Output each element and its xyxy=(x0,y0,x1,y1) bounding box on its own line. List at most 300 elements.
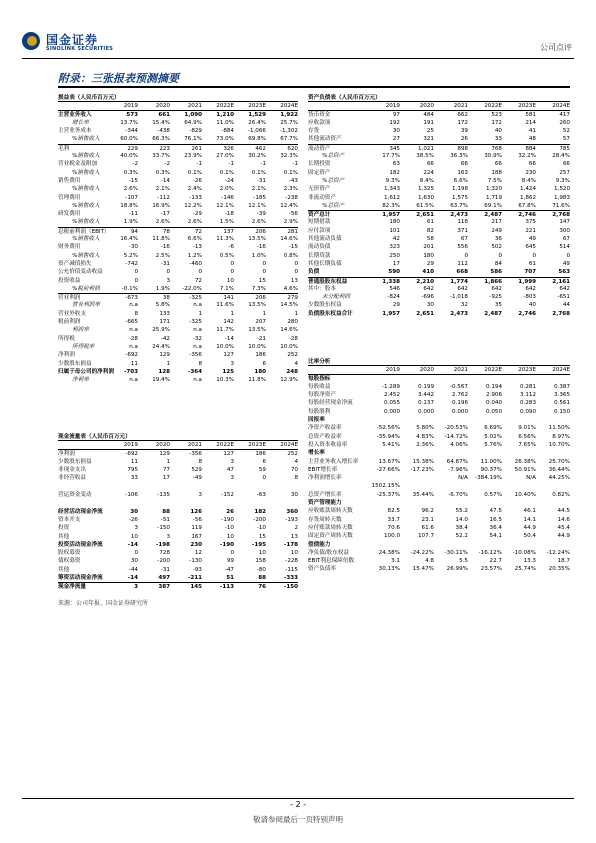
cell-value: 0.1% xyxy=(219,169,234,176)
row-label: 净资产收益率 xyxy=(308,425,342,432)
footer-divider xyxy=(22,798,574,799)
table-row xyxy=(58,235,298,243)
row-label: 经营活动现金净流 xyxy=(58,508,103,515)
cell-value: -1 xyxy=(196,161,202,168)
cell-value: 96.2 xyxy=(421,508,434,515)
cell-value: 67 xyxy=(562,236,570,243)
cell-value: -2 xyxy=(164,161,170,168)
cell-value: 1,866 xyxy=(484,278,502,285)
cell-value: 6.56% xyxy=(518,433,536,440)
cell-value: 29 xyxy=(392,302,400,309)
cell-value: 72 xyxy=(194,277,202,284)
cell-value: 0.8% xyxy=(283,252,298,259)
cell-value: 0 xyxy=(230,269,234,276)
row-label: 无形资产 xyxy=(308,186,331,193)
cell-value: -146 xyxy=(221,194,234,201)
cell-value: 387 xyxy=(158,584,170,591)
cell-value: 172 xyxy=(491,119,502,126)
cell-value: 71.6% xyxy=(552,202,570,209)
cell-value: 66 xyxy=(460,161,468,168)
cell-value: -14 xyxy=(127,541,138,548)
cell-value: 6.69% xyxy=(484,425,502,432)
cell-value: 72 xyxy=(194,228,202,235)
cell-value: 63.7% xyxy=(450,202,468,209)
cell-value xyxy=(400,449,434,457)
cell-value: 0 xyxy=(262,475,266,482)
cell-value: 0.57% xyxy=(484,491,502,498)
cell-value: -2 xyxy=(132,161,138,168)
cell-value: 7.5% xyxy=(487,177,502,184)
cell-value: 300 xyxy=(559,227,570,234)
row-label: 资本开支 xyxy=(58,516,81,523)
row-label: 长期投资 xyxy=(308,161,331,168)
cell-value xyxy=(468,499,502,507)
cell-value: 0.137 xyxy=(417,400,434,407)
cell-value: 25.7% xyxy=(280,119,298,126)
cell-value: 14.5% xyxy=(280,302,298,309)
cell-value: 7.1% xyxy=(219,285,234,292)
cell-value: 2.36% xyxy=(416,441,434,448)
cell-value: 50.4 xyxy=(523,533,536,540)
cell-value: 82 xyxy=(426,227,434,234)
cell-value: 1 xyxy=(166,458,170,465)
table-row xyxy=(58,243,298,251)
cell-value: 206 xyxy=(255,295,266,302)
row-label: 营业利润 xyxy=(58,295,81,302)
cell-value: -1.289 xyxy=(381,383,400,390)
cell-value: 66 xyxy=(562,161,570,168)
cell-value: 26 xyxy=(226,508,234,515)
row-label: 每股经营现金净流 xyxy=(308,400,353,407)
table-row xyxy=(58,466,298,474)
cell-value: 4.6% xyxy=(283,285,298,292)
table-row xyxy=(308,260,570,268)
cell-value: 11.6% xyxy=(216,302,234,309)
cell-value: 214 xyxy=(525,119,536,126)
cell-value: 145 xyxy=(190,584,202,591)
cell-value: 2,161 xyxy=(552,278,570,285)
cell-value: 229 xyxy=(127,145,138,152)
row-label: 投资活动现金净流 xyxy=(58,541,103,548)
cell-value: 8 xyxy=(198,458,202,465)
cell-value: 188 xyxy=(491,169,502,176)
cell-value xyxy=(234,483,266,491)
balance-sheet-table xyxy=(308,94,570,318)
row-label: 营运资金变动 xyxy=(58,492,92,499)
row-label: 营业利润率 xyxy=(72,302,100,309)
table-title-text: 资产负债表（人民币百万元） xyxy=(308,95,381,101)
cell-value xyxy=(138,499,170,507)
cell-value: 99 xyxy=(226,558,234,565)
cell-value: -17.23% xyxy=(410,466,434,473)
table-row xyxy=(308,194,570,202)
cell-value xyxy=(434,482,468,490)
table-row xyxy=(58,135,298,143)
cell-value: 4 xyxy=(294,458,298,465)
cell-value: 8 xyxy=(134,310,138,317)
cell-value: -56 xyxy=(288,211,298,218)
cell-value: 100.0 xyxy=(383,533,400,540)
cell-value: 84 xyxy=(494,260,502,267)
cell-value: 10 xyxy=(290,550,298,557)
cell-value: 67 xyxy=(460,236,468,243)
table-row xyxy=(308,277,570,285)
cell-value: 63 xyxy=(392,161,400,168)
table-row xyxy=(308,507,570,515)
cell-value: 1,957 xyxy=(382,310,400,317)
table-row xyxy=(308,252,570,260)
cell-value: 25.74% xyxy=(514,566,536,573)
row-label: 净利润 xyxy=(58,352,75,359)
table-row xyxy=(308,399,570,407)
cell-value: 785 xyxy=(559,145,570,152)
table-row xyxy=(58,268,298,276)
cell-value: -1,018 xyxy=(449,294,468,301)
cell-value: 13.5% xyxy=(248,327,266,334)
cell-value: 41 xyxy=(528,128,536,135)
cell-value: 280 xyxy=(287,319,298,326)
year-header-row xyxy=(58,102,298,110)
cell-value: 0.5% xyxy=(219,252,234,259)
cell-value: 2 xyxy=(294,525,298,532)
cell-value: 30 xyxy=(392,128,400,135)
cell-value: 0.3% xyxy=(155,169,170,176)
cell-value: 0 xyxy=(262,269,266,276)
cell-value: -106 xyxy=(125,492,138,499)
cell-value: 66 xyxy=(494,161,502,168)
cell-value: 129 xyxy=(159,352,170,359)
table-title-text: 损益表（人民币百万元） xyxy=(58,95,120,101)
row-label: 普通股股东权益 xyxy=(308,278,348,285)
cell-value: 11.7% xyxy=(216,327,234,334)
cell-value xyxy=(536,375,570,383)
table-row xyxy=(308,549,570,557)
cell-value: -44 xyxy=(128,566,138,573)
table-row xyxy=(308,491,570,499)
cell-value: 223 xyxy=(159,145,170,152)
cell-value: -26 xyxy=(192,177,202,184)
cell-value: -150 xyxy=(157,525,170,532)
table-row xyxy=(308,268,570,276)
cell-value: n.a xyxy=(193,302,202,309)
cell-value: 3 xyxy=(230,475,234,482)
cell-value: 9.01% xyxy=(518,425,536,432)
row-label: 负债 xyxy=(308,269,320,276)
cell-value: 0.1% xyxy=(251,169,266,176)
cell-value: 323 xyxy=(389,244,400,251)
row-label: 营业外收支 xyxy=(58,310,86,317)
cell-value: -31 xyxy=(256,177,266,184)
cell-value: 1,021 xyxy=(417,145,434,152)
cell-value: 11.0% xyxy=(216,119,234,126)
cell-value: 252 xyxy=(287,352,298,359)
row-label: 净利润增长率 xyxy=(308,475,342,482)
cell-value: 47 xyxy=(226,467,234,474)
table-row xyxy=(58,360,298,368)
cell-value: 52.2 xyxy=(455,533,468,540)
cell-value: 249 xyxy=(491,227,502,234)
cell-value: 112 xyxy=(457,260,468,267)
row-label: 资产减值损失 xyxy=(58,260,92,267)
cell-value: 58 xyxy=(426,236,434,243)
cell-value: -13 xyxy=(192,244,202,251)
cell-value: -39 xyxy=(256,211,266,218)
cell-value: -692 xyxy=(125,450,138,457)
cell-value: 1,999 xyxy=(518,278,536,285)
cell-value: 3.1 xyxy=(391,558,400,565)
cell-value: 38 xyxy=(162,295,170,302)
row-label: %销售收入 xyxy=(72,202,100,209)
cell-value: 1 xyxy=(230,310,234,317)
cell-value: 581 xyxy=(525,111,536,118)
cell-value: 1,325 xyxy=(417,186,434,193)
cell-value: -133 xyxy=(189,194,202,201)
cell-value xyxy=(400,541,434,549)
cell-value: n.a xyxy=(193,377,202,384)
cell-value: -14.72% xyxy=(444,433,468,440)
cell-value: 206 xyxy=(255,228,266,235)
row-label: 所得税 xyxy=(58,335,75,342)
cell-value: 14.6% xyxy=(280,236,298,243)
table-row xyxy=(308,516,570,524)
cell-value: -15 xyxy=(128,177,138,184)
cell-value: -238 xyxy=(285,194,298,201)
cell-value: -185 xyxy=(253,194,266,201)
row-label: %销售收入 xyxy=(72,186,100,193)
cell-value: -7.96% xyxy=(448,466,468,473)
cell-value: 26.38% xyxy=(514,458,536,465)
cell-value: 546 xyxy=(389,285,400,292)
table-title xyxy=(58,433,298,441)
cell-value: 3 xyxy=(198,492,202,499)
cell-value: 182 xyxy=(389,169,400,176)
cell-value: 12.1% xyxy=(216,202,234,209)
cell-value: -43 xyxy=(288,177,298,184)
cell-value: 1,957 xyxy=(382,212,400,219)
cell-value: -20.53% xyxy=(444,425,468,432)
cell-value: 32.2% xyxy=(518,153,536,160)
table-title xyxy=(58,94,298,102)
cell-value: 10.0% xyxy=(216,343,234,350)
table-row xyxy=(308,474,570,482)
cell-value: 2.6% xyxy=(187,219,202,226)
cell-value: 15.38% xyxy=(412,458,434,465)
table-row xyxy=(308,285,570,293)
cell-value: 7.3% xyxy=(251,285,266,292)
cell-value: 13.5% xyxy=(248,302,266,309)
row-label: 股权募资 xyxy=(58,550,81,557)
disclaimer-note: 敬请参阅最后一页特别声明 xyxy=(253,815,343,824)
year-header: 2021 xyxy=(187,442,202,449)
cell-value: 44.5 xyxy=(557,508,570,515)
year-header: 2023E xyxy=(248,442,266,449)
cell-value: 158 xyxy=(255,558,266,565)
cell-value xyxy=(502,482,536,490)
table-row xyxy=(58,293,298,301)
cell-value: 0 xyxy=(230,260,234,267)
cell-value: -150 xyxy=(284,584,298,591)
cell-value: 69.8% xyxy=(248,136,266,143)
table-row xyxy=(58,277,298,285)
cell-value: n.a xyxy=(129,327,138,334)
cell-value: 90.37% xyxy=(480,466,502,473)
row-label: 非现金支出 xyxy=(58,467,86,474)
cell-value: 25.9% xyxy=(152,327,170,334)
table-row xyxy=(58,210,298,218)
cell-value: -26 xyxy=(128,516,138,523)
cell-value: 563 xyxy=(558,269,570,276)
table-row xyxy=(58,557,298,565)
cell-value: 2.3% xyxy=(283,186,298,193)
row-label: 每股股利 xyxy=(308,408,331,415)
cell-value xyxy=(536,541,570,549)
row-label: 其他流动负债 xyxy=(308,236,342,243)
year-header: 2023E xyxy=(518,103,536,110)
cell-value: 24.4% xyxy=(152,343,170,350)
cell-value: 2,487 xyxy=(484,310,502,317)
cell-value: 180 xyxy=(389,219,400,226)
cell-value: 60.0% xyxy=(120,136,138,143)
table-row xyxy=(58,285,298,293)
cell-value: 2.6% xyxy=(155,219,170,226)
table-row xyxy=(308,202,570,210)
brand-name-en: SINOLINK SECURITIES xyxy=(46,46,114,52)
cell-value: 57 xyxy=(562,136,570,143)
row-label: 现金净流量 xyxy=(58,584,86,591)
cell-value: 118 xyxy=(457,219,468,226)
cell-value: 107.7 xyxy=(417,533,434,540)
cell-value: -42 xyxy=(160,335,170,342)
cell-value: 59 xyxy=(258,467,266,474)
table-row xyxy=(58,483,298,491)
cell-value: 3 xyxy=(230,458,234,465)
table-row xyxy=(308,169,570,177)
row-label: %销售收入 xyxy=(72,153,100,160)
cell-value: 0.1% xyxy=(187,169,202,176)
cell-value: -14 xyxy=(127,575,138,582)
cell-value: 10 xyxy=(226,277,234,284)
cell-value: 36.3% xyxy=(450,153,468,160)
cell-value: 33.7% xyxy=(152,153,170,160)
cell-value: 6 xyxy=(262,360,266,367)
cell-value xyxy=(366,541,400,549)
header-divider xyxy=(22,58,574,59)
report-type: 公司点评 xyxy=(540,43,572,52)
cell-value: 1,862 xyxy=(519,194,536,201)
table-row xyxy=(58,541,298,549)
year-header-row xyxy=(58,441,298,449)
cell-value: 47.5 xyxy=(489,508,502,515)
cell-value: 0.196 xyxy=(451,400,468,407)
cell-value: 13.7% xyxy=(120,119,138,126)
cell-value: 497 xyxy=(158,575,170,582)
cell-value: 49 xyxy=(528,236,536,243)
cell-value: 281 xyxy=(287,228,298,235)
cell-value: 620 xyxy=(287,145,298,152)
cell-value xyxy=(502,449,536,457)
cell-value xyxy=(202,499,234,507)
cell-value: 24.38% xyxy=(378,549,400,556)
cell-value: 35.44% xyxy=(412,491,434,498)
row-label: %总资产 xyxy=(322,177,345,184)
cell-value: n.a xyxy=(129,302,138,309)
cell-value: 4.8 xyxy=(425,558,434,565)
cell-value: 182 xyxy=(254,508,266,515)
row-label: 净负债/股东权益 xyxy=(308,549,350,556)
row-label: 管理费用 xyxy=(58,194,81,201)
table-row xyxy=(308,293,570,301)
table-row xyxy=(308,524,570,532)
cell-value: -925 xyxy=(489,294,502,301)
cell-value: 8 xyxy=(294,475,298,482)
cell-value: 54.1 xyxy=(489,533,502,540)
year-header: 2022E xyxy=(216,442,234,449)
cell-value: 13.3 xyxy=(523,558,536,565)
cell-value: 147 xyxy=(559,219,570,226)
cell-value: 2,473 xyxy=(450,310,468,317)
cell-value: -15 xyxy=(288,244,298,251)
cell-value: 4.83% xyxy=(416,433,434,440)
table-row xyxy=(58,376,298,384)
cell-value: 30 xyxy=(130,508,138,515)
cell-value: 26.99% xyxy=(446,566,468,573)
row-label xyxy=(58,499,106,507)
cell-value xyxy=(536,449,570,457)
cell-value: 1,343 xyxy=(383,186,400,193)
table-row xyxy=(58,127,298,135)
cell-value: 0 xyxy=(198,269,202,276)
cell-value: 0.82% xyxy=(552,491,570,498)
cell-value: 13.67% xyxy=(378,458,400,465)
row-label: 毛利 xyxy=(58,145,70,152)
year-header: 2019 xyxy=(123,103,138,110)
cell-value: 11.3% xyxy=(216,236,234,243)
cell-value: -333 xyxy=(284,575,298,582)
cell-value: 1.9% xyxy=(123,219,138,226)
cell-value: -803 xyxy=(523,294,536,301)
cell-value: 25.70% xyxy=(548,458,570,465)
year-header: 2020 xyxy=(155,442,170,449)
cell-value: 2.452 xyxy=(383,392,400,399)
table-row xyxy=(308,301,570,309)
cell-value: 321 xyxy=(423,136,434,143)
table-row xyxy=(308,466,570,474)
cell-value: 257 xyxy=(559,169,570,176)
row-label: 每股收益 xyxy=(308,383,331,390)
cell-value: -130 xyxy=(189,558,202,565)
row-label: 应付账款周转天数 xyxy=(308,524,353,531)
table-row xyxy=(308,111,570,119)
cell-value: 0.281 xyxy=(519,383,536,390)
row-label: 债权募资 xyxy=(58,558,81,565)
year-header: 2024E xyxy=(552,367,570,374)
table-row xyxy=(308,135,570,143)
cell-value: 3.442 xyxy=(417,392,434,399)
cell-value: 8.97% xyxy=(552,433,570,440)
cell-value: 0.194 xyxy=(485,383,502,390)
table-row xyxy=(58,260,298,268)
table-row xyxy=(58,508,298,516)
cell-value xyxy=(536,416,570,424)
cell-value: 40.0% xyxy=(120,153,138,160)
cell-value: -24.22% xyxy=(410,549,434,556)
cell-value: 0.150 xyxy=(553,408,570,415)
cell-value: 0 xyxy=(134,269,138,276)
table-row xyxy=(58,119,298,127)
cell-value: -25.37% xyxy=(376,491,400,498)
table-row xyxy=(308,391,570,399)
cell-value: 50.91% xyxy=(514,466,536,473)
